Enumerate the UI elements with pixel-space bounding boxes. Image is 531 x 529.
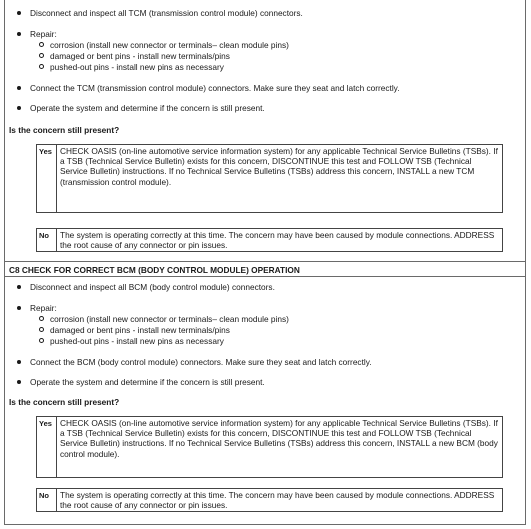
c7-step-repair (17, 29, 517, 39)
c7-question: Is the concern still present? (9, 125, 120, 135)
c7-step-connect (17, 83, 517, 93)
c7-disconnect-text: Disconnect and inspect all TCM (transmission control module) connectors. (30, 8, 303, 18)
circle-bullet-icon (39, 53, 44, 58)
c7-operate-text: Operate the system and determine if the concern is still present. (30, 103, 265, 113)
c7-repair-label: Repair: (30, 29, 57, 39)
c8-step-operate (17, 377, 517, 387)
c8-repair-item: pushed-out pins - install new pins as necessary (39, 336, 224, 346)
c8-yes-answer (36, 416, 503, 478)
c8-step-connect (17, 357, 517, 367)
circle-bullet-icon (39, 64, 44, 69)
c8-repair-item: corrosion (install new connector or terminals– clean module pins) (39, 314, 289, 324)
c7-step-operate (17, 103, 517, 113)
circle-bullet-icon (39, 327, 44, 332)
c8-question: Is the concern still present? (9, 397, 120, 407)
c8-heading: C8 CHECK FOR CORRECT BCM (BODY CONTROL MODULE) OPERATION (9, 265, 300, 275)
circle-bullet-icon (39, 338, 44, 343)
c8-step-disconnect (17, 282, 517, 292)
no-label: No (37, 229, 57, 251)
c7-step-disconnect (17, 8, 517, 18)
circle-bullet-icon (39, 42, 44, 47)
bullet-icon (17, 380, 21, 384)
section-divider (5, 261, 525, 262)
c7-yes-text: CHECK OASIS (on-line automotive service information system) for any applicable Technical Service Bulletins (TSBs). If a TSB (Technical Service Bulletin) exists for this concern, DISCONTINUE this test and FOLLOW TSB (Technical Service Bulletin) instructions. If no Technical Service Bulletins (TSBs) address this concern, INSTALL a new TCM (transmission control module). (60, 146, 498, 187)
bullet-icon (17, 360, 21, 364)
yes-label: Yes (37, 145, 57, 212)
c8-yes-text: CHECK OASIS (on-line automotive service information system) for any applicable Technical Service Bulletins (TSBs). If a TSB (Technical Service Bulletin) exists for this concern, DISCONTINUE this test and FOLLOW TSB (Technical Service Bulletin) instructions. If no Technical Service Bulletins (TSBs) address this concern, INSTALL a new BCM (body control module). (60, 418, 498, 459)
c7-yes-answer (36, 144, 503, 213)
c8-operate-text: Operate the system and determine if the concern is still present. (30, 377, 265, 387)
c7-no-text: The system is operating correctly at this time. The concern may have been caused by module connections. ADDRESS the root cause of any connector or pin issues. (60, 230, 495, 251)
c7-connect-text: Connect the TCM (transmission control module) connectors. Make sure they seat and latch correctly. (30, 83, 400, 93)
bullet-icon (17, 11, 21, 15)
c8-no-answer (36, 488, 503, 512)
c7-repair-item: pushed-out pins - install new pins as necessary (39, 62, 224, 72)
c8-step-repair (17, 303, 517, 313)
circle-bullet-icon (39, 316, 44, 321)
yes-label: Yes (37, 417, 57, 477)
procedure-frame (4, 0, 526, 525)
c7-repair-item: corrosion (install new connector or terminals– clean module pins) (39, 40, 289, 50)
bullet-icon (17, 86, 21, 90)
c8-repair-item: damaged or bent pins - install new terminals/pins (39, 325, 230, 335)
c8-repair-label: Repair: (30, 303, 57, 313)
no-label: No (37, 489, 57, 511)
c8-disconnect-text: Disconnect and inspect all BCM (body control module) connectors. (30, 282, 275, 292)
c7-no-answer (36, 228, 503, 252)
bullet-icon (17, 32, 21, 36)
bullet-icon (17, 306, 21, 310)
section-divider (5, 276, 525, 277)
c8-no-text: The system is operating correctly at this time. The concern may have been caused by module connections. ADDRESS the root cause of any connector or pin issues. (60, 490, 495, 511)
c8-connect-text: Connect the BCM (body control module) connectors. Make sure they seat and latch correctly. (30, 357, 372, 367)
bullet-icon (17, 285, 21, 289)
c7-repair-item: damaged or bent pins - install new terminals/pins (39, 51, 230, 61)
bullet-icon (17, 106, 21, 110)
